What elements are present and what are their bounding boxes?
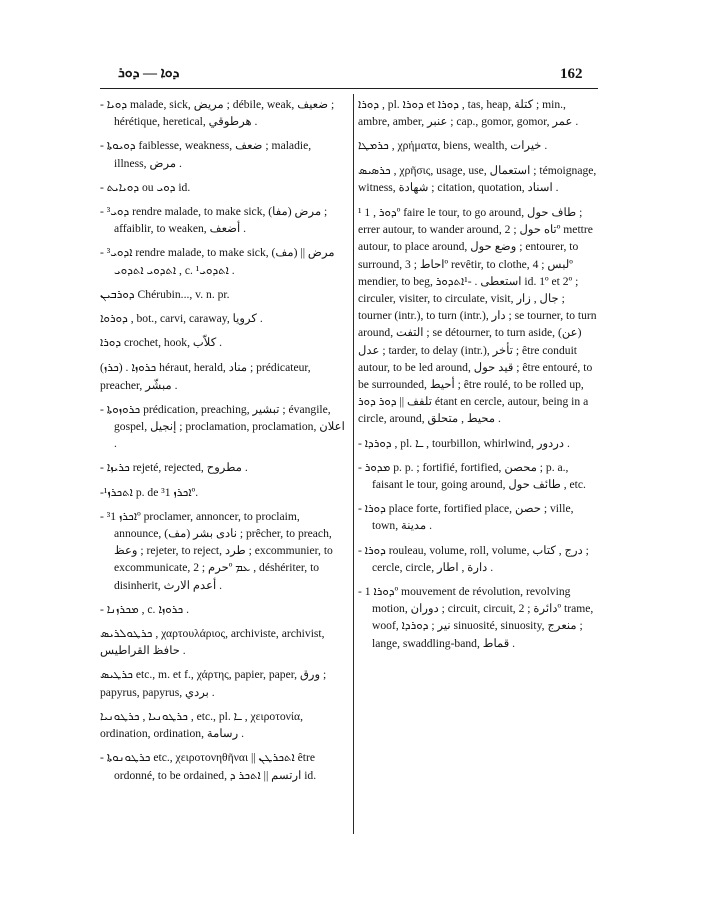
dictionary-entry: ܟܪܛܘܠܪܝܣ , χαρτουλάριος, archiviste, archivist, حافظ القراطيس . (100, 627, 325, 658)
dictionary-entry: - ܕܘܪܐ place forte, fortified place, حصن ; ville, town, مدينة . (358, 502, 574, 533)
dictionary-entry: - ܕܘܝܐܝܬ ou ܕܘܝ id. (100, 180, 191, 194)
dictionary-entry: ܕܘܪܐ , pl. ܕܘܪܐ et ܕܘܪܐ , tas, heap, كتلة ; min., ambre, amber, عنبر ; cap., gomor, gomor, عمر . (358, 98, 579, 129)
dictionary-entry: ܕܘܪܘܐ , bot., carvi, caraway, كرويا . (100, 312, 263, 326)
dictionary-entry: - ܕܘܪܕܐ , pl. ـܐ , tourbillon, whirlwind, دردور . (358, 436, 570, 450)
dictionary-entry: - ܡܟܪܙܢܐ , c. ܟܪܘܙܐ . (100, 602, 190, 616)
left-column (100, 96, 345, 791)
dictionary-entry: - ³ܐܕܘܝ rendre malade, to make sick, (مف) مرض || ܐܬܕܘܝ ܐܬܕܘܝ , c. ¹ܐܬܕܘܝ . (100, 246, 335, 277)
dictionary-entry: - ³ܐܟܪܙ 1º proclamer, annoncer, to proclaim, announce, (مف) نادى بشر ; prêcher, to preach, وعظ ; rejeter, to reject, طرد ; excommunier, to excommunicate, حرم ; 2º ܥܡ , déshériter, to disinherit, أعدم الارث . (100, 509, 333, 592)
running-head: ܕܘܐ — ܕܘܪ (118, 66, 180, 81)
dictionary-entry: - ܕܘܪܐ 1º mouvement de révolution, revolving motion, دوران ; circuit, circuit, دائرة ; 2º trame, woof, نير ; ܕܘܪܕܐ sinuosité, sinuosity, منعرج ; lange, swaddling-band, قماط . (358, 585, 594, 650)
dictionary-entry: (ܟܪܙ) . ܟܪܘܙܐ héraut, herald, مناد ; prédicateur, preacher, مبشّر . (100, 361, 311, 392)
dictionary-entry: - ܡܕܘܪ p. p. ; fortifié, fortified, محصن ; p. a., faisant le tour, going around, طائف حول , etc. (358, 460, 586, 492)
column-divider (353, 94, 354, 834)
right-column (358, 96, 600, 659)
dictionary-entry: - ܕܘܝܐ malade, sick, مريض ; débile, weak, ضعيف ; hérétique, heretical, هرطوقي . (100, 98, 335, 129)
dictionary-entry: ܟܪܛܝܣ etc., m. et f., χάρτης, papier, paper, ورق ; papyrus, papyrus, بردي . (100, 668, 327, 699)
dictionary-entry: - ³ܕܘܝ rendre malade, to make sick, (مفا) مرض ; affaiblir, to weaken, أضعف . (100, 205, 328, 236)
dictionary-entry: - ܟܪܝܙܐ rejeté, rejected, مطروح . (100, 461, 248, 475)
dictionary-entry: ܕܘܪܒܝܢ Chérubin..., v. n. pr. (100, 287, 230, 301)
dictionary-entry: - ܟܪܛܘܢܘܬܐ etc., χειροτονηθῆναι || ܐܬܟܪܛܢ être ordonné, to be ordained, ارتسم || ܐܬܟܪ ܕ id. (100, 751, 317, 782)
dictionary-entry: - ܟܪܘܙܘܬܐ prédication, preaching, تبشير ; évangile, gospel, إنجيل ; proclamation, proclamation, اعلان . (100, 402, 345, 451)
header-rule (100, 88, 598, 89)
dictionary-entry: ܟܪܡܛܐ , χρήματα, biens, wealth, خيرات . (358, 139, 548, 153)
dictionary-entry: - ܕܘܝܘܬܐ faiblesse, weakness, ضعف ; maladie, illness, مرض . (100, 139, 312, 170)
dictionary-entry: ¹ ܕܘܪ , 1º faire le tour, to go around, طاف حول ; errer autour, to wander around, تاه حول ; 2º mettre autour, to place around, وضع حول ; entourer, to surround, احاط ; 3º revêtir, to clothe, لبس ; 4º mendier, to beg, استعطى . -¹ܐܬܕܘܪ id. 1º et 2º ; circuler, visiter, to circulate, visit, جال , زار ; tourner (intr.), to turn (intr.), دار ; se tourner, to turn around, التفت ; se détourner, to turn aside, (عن) عدل ; tarder, to delay (intr.), تأخر ; être conduit autour, to be led around, قيد حول ; être entouré, to be surrounded, أحيط ; être roulé, to be rolled up, تلفف || ܕܘܪ ܕܘܪ étant en cercle, autour, being in a circle, around, محيط , متحلق . (358, 206, 597, 426)
dictionary-entry: ܟܪܣܝܣ , χρῆσις, usage, use, استعمال ; témoignage, witness, شهادة ; citation, quotation, اسناد . (358, 163, 597, 194)
page-number: 162 (560, 66, 583, 82)
dictionary-entry: ܕܘܪܐ crochet, hook, كلاّب . (100, 336, 223, 350)
dictionary-entry: ܟܪܛܘܢܝܐ , ܟܪܛܘܢܝܐ , etc., pl. ـܐ , χειροτονία, ordination, ordination, رسامة . (100, 709, 303, 741)
dictionary-entry: - ܕܘܪܐ rouleau, volume, roll, volume, درج , كتاب ; cercle, circle, دارة , اطار . (358, 543, 589, 574)
dictionary-entry: -¹ܐܬܟܪܙ p. de ³ܐܟܪܙ 1º. (100, 485, 199, 499)
